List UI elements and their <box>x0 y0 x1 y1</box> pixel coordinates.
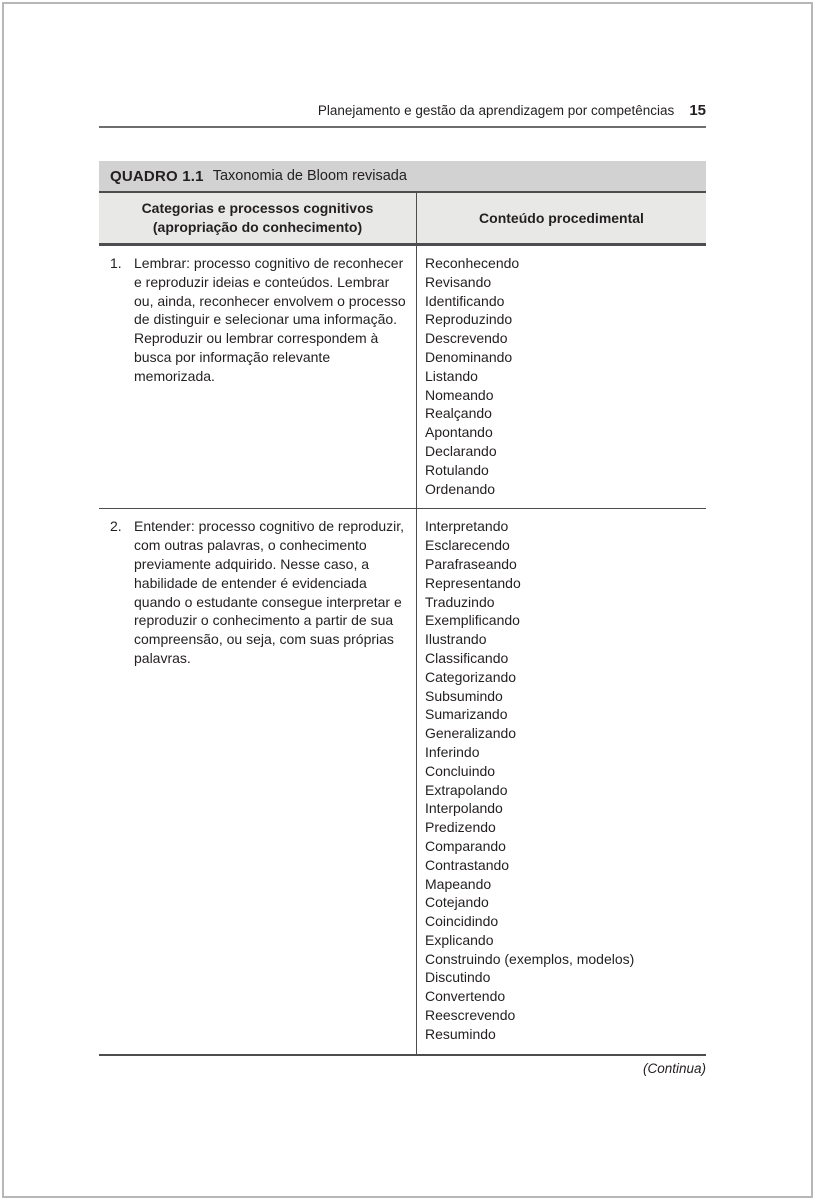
procedure-item: Traduzindo <box>425 593 495 610</box>
procedure-item: Reconhecendo <box>425 255 520 271</box>
table-header-row <box>99 193 706 246</box>
procedural-cell <box>417 246 706 508</box>
row-number: 2. <box>110 518 122 535</box>
procedure-item: Contrastando <box>425 856 510 873</box>
table-row <box>99 508 706 1053</box>
category-cell <box>99 246 417 508</box>
procedure-item: Generalizando <box>425 725 517 742</box>
procedure-item: Revisando <box>425 273 492 290</box>
procedure-item: Comparando <box>425 837 506 854</box>
page-number: 15 <box>689 102 706 119</box>
table-title-bar <box>99 161 706 193</box>
procedure-item: Ordenando <box>425 480 496 497</box>
procedure-item: Resumindo <box>425 1025 496 1042</box>
procedure-item: Realçando <box>425 405 492 422</box>
procedure-item: Esclarecendo <box>425 537 510 554</box>
procedure-item: Categorizando <box>425 668 517 685</box>
table-title: Taxonomia de Bloom revisada <box>212 168 407 184</box>
procedure-item: Listando <box>425 367 478 384</box>
procedure-item: Inferindo <box>425 743 480 760</box>
table-row <box>99 246 706 508</box>
running-head <box>99 103 706 128</box>
procedure-item: Representando <box>425 574 521 591</box>
row-number: 1. <box>110 255 122 271</box>
column-header-categories-line2: (apropriação do conhecimento) <box>152 219 363 235</box>
category-cell <box>99 509 417 1053</box>
procedure-item: Interpolando <box>425 800 503 817</box>
procedure-item: Construindo (exemplos, modelos) <box>425 950 635 967</box>
procedure-item: Declarando <box>425 442 497 459</box>
column-header-categories <box>99 193 417 243</box>
column-header-procedural: Conteúdo procedimental <box>479 209 644 226</box>
procedure-item: Classificando <box>425 649 509 666</box>
table-body <box>99 246 706 1056</box>
procedure-item: Cotejando <box>425 894 489 911</box>
procedure-item: Extrapolando <box>425 781 508 798</box>
table-label: QUADRO 1.1 <box>110 167 204 185</box>
bloom-taxonomy-table <box>99 161 706 1056</box>
category-description: Lembrar: processo cognitivo de reconhecer e reproduzir ideias e conteúdos. Lembrar ou, ainda, reconhecer envolvem o processo de distinguir e selecionar uma informação. Reproduzir ou lembrar correspondem à busca por informação relevante memorizada. <box>134 255 406 384</box>
procedure-item: Convertendo <box>425 988 506 1005</box>
procedure-item: Rotulando <box>425 461 489 478</box>
procedure-item: Reproduzindo <box>425 311 513 328</box>
procedure-item: Explicando <box>425 931 494 948</box>
procedure-item: Nomeando <box>425 386 494 403</box>
procedure-item: Predizendo <box>425 819 496 836</box>
procedure-item: Subsumindo <box>425 687 503 704</box>
continuation-note: (Continua) <box>642 1060 706 1076</box>
procedure-item: Identificando <box>425 292 505 309</box>
procedure-item: Concluindo <box>425 762 496 779</box>
procedure-item: Ilustrando <box>425 631 487 648</box>
procedure-item: Descrevendo <box>425 330 508 347</box>
procedure-item: Denominando <box>425 348 513 365</box>
page-content <box>99 0 706 1076</box>
procedure-item: Parafraseando <box>425 555 517 572</box>
procedure-item: Exemplificando <box>425 612 520 629</box>
column-header-categories-line1: Categorias e processos cognitivos <box>141 200 374 216</box>
procedural-cell <box>417 509 706 1053</box>
procedure-item: Interpretando <box>425 518 509 535</box>
procedure-item: Coincidindo <box>425 913 499 930</box>
procedure-item: Discutindo <box>425 969 491 986</box>
running-head-text: Planejamento e gestão da aprendizagem por competências <box>317 103 675 118</box>
category-description: Entender: processo cognitivo de reproduzir, com outras palavras, o conhecimento previamente adquirido. Nesse caso, a habilidade de entender é evidenciada quando o estudante consegue interpretar e reproduzir o conhecimento a partir de sua compreensão, ou seja, com suas próprias palavras. <box>134 518 405 666</box>
procedure-item: Apontando <box>425 424 493 441</box>
procedure-item: Reescrevendo <box>425 1007 516 1024</box>
procedure-item: Sumarizando <box>425 706 508 723</box>
procedure-item: Mapeando <box>425 875 492 892</box>
